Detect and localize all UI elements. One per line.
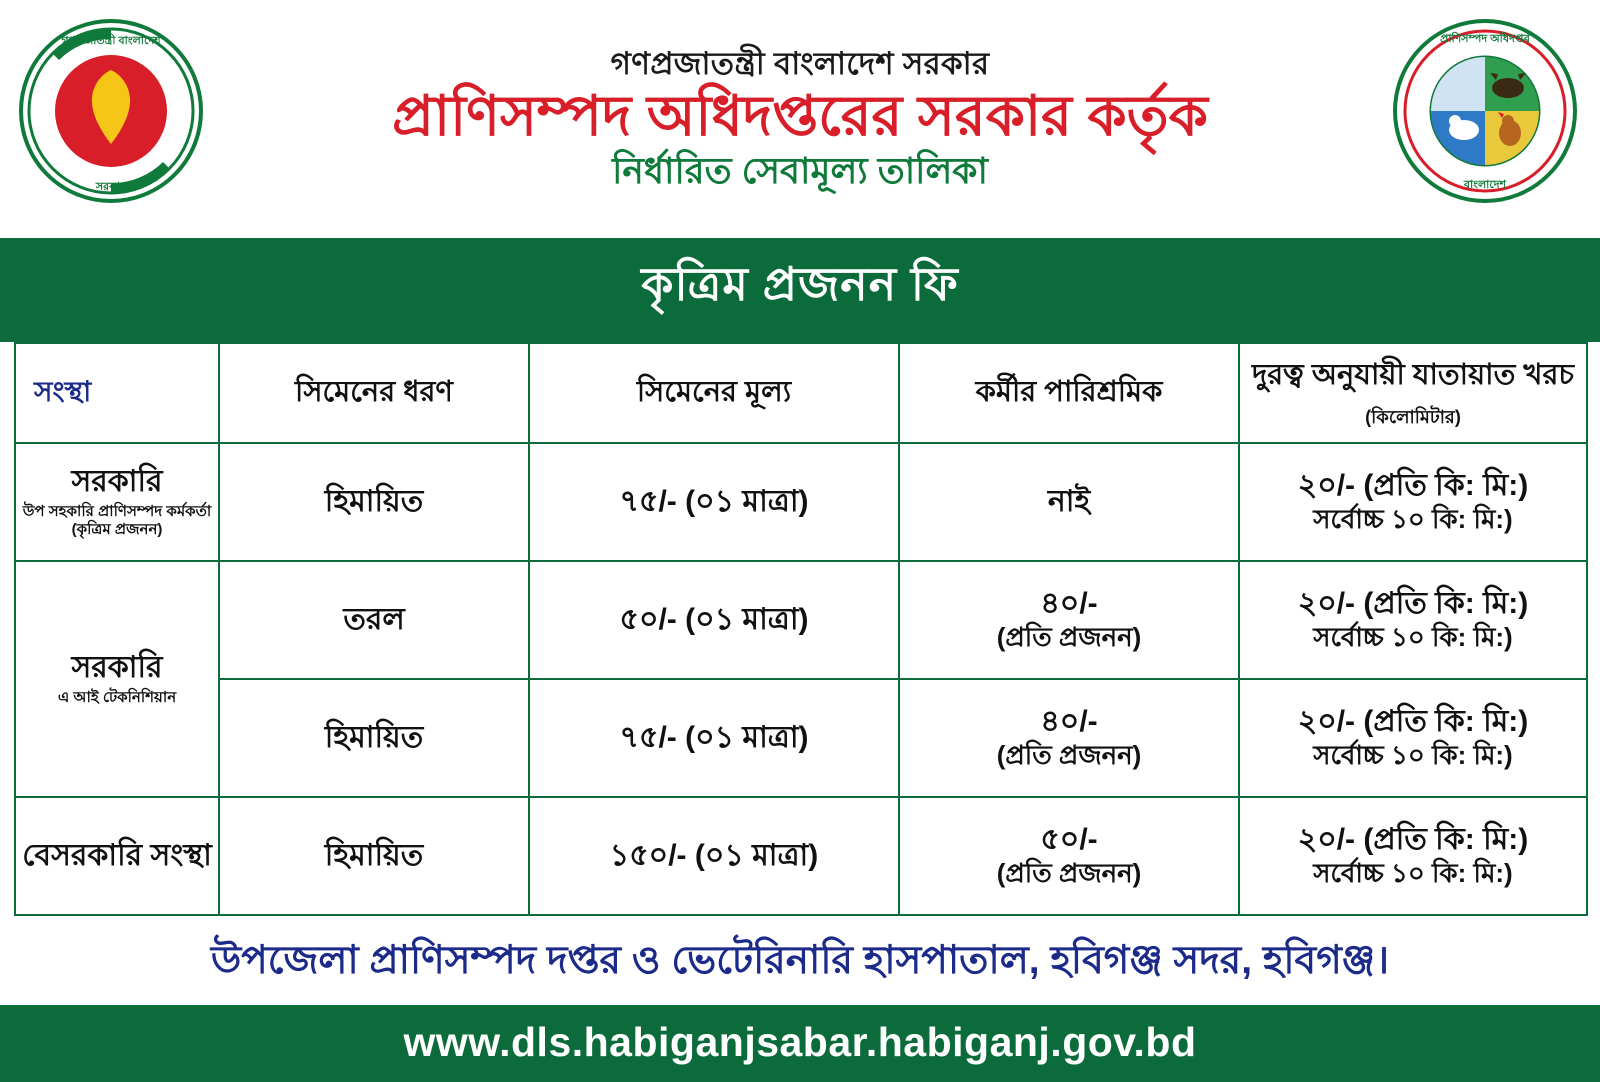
column-header-travel-cost-sub: (কিলোমিটার) — [1365, 407, 1461, 427]
row4-travel-line2: সর্বোচ্চ ১০ কি: মি:) — [1313, 858, 1513, 889]
bangladesh-government-emblem-icon — [18, 18, 204, 204]
row1-worker-fee-line1: নাই — [1047, 485, 1091, 518]
row2-worker-fee-line1: ৪০/- — [1040, 587, 1098, 621]
column-header-semen-type — [219, 343, 529, 443]
row1-worker-fee — [899, 443, 1239, 561]
row1-travel-line2: সর্বোচ্চ ১০ কি: মি:) — [1313, 504, 1513, 535]
poster-main-title: প্রাণিসম্পদ অধিদপ্তরের সরকার কর্তৃক — [392, 83, 1208, 147]
row3-worker-fee-line2: (প্রতি প্রজনন) — [996, 740, 1142, 771]
row4-travel-cost — [1239, 797, 1587, 915]
svg-text:প্রাণিসম্পদ অধিদপ্তর: প্রাণিসম্পদ অধিদপ্তর — [1440, 33, 1530, 45]
row3-travel-cost — [1239, 679, 1587, 797]
row2-travel-cost — [1239, 561, 1587, 679]
fee-table — [14, 342, 1588, 916]
column-header-worker-fee — [899, 343, 1239, 443]
svg-text:গণপ্রজাতন্ত্রী বাংলাদেশ: গণপ্রজাতন্ত্রী বাংলাদেশ — [61, 35, 161, 47]
row4-semen-type: হিমায়িত — [219, 797, 529, 915]
row3-travel-line1: ২০/- (প্রতি কি: মি:) — [1297, 705, 1529, 739]
table-row — [15, 679, 1587, 797]
poster-sub-title: নির্ধারিত সেবামূল্য তালিকা — [612, 149, 988, 191]
column-header-semen-type-label: সিমেনের ধরণ — [295, 375, 453, 408]
row3-travel-line2: সর্বোচ্চ ১০ কি: মি:) — [1313, 740, 1513, 771]
row1-travel-cost — [1239, 443, 1587, 561]
table-row — [15, 561, 1587, 679]
row2-semen-type: তরল — [219, 561, 529, 679]
row4-semen-price: ১৫০/- (০১ মাত্রা) — [529, 797, 899, 915]
government-line: গণপ্রজাতন্ত্রী বাংলাদেশ সরকার — [610, 46, 990, 82]
website-url-bar[interactable]: www.dls.habiganjsabar.habiganj.gov.bd — [0, 1005, 1600, 1082]
table-row — [15, 443, 1587, 561]
row1-semen-price: ৭৫/- (০১ মাত্রা) — [529, 443, 899, 561]
row-organization-private — [15, 797, 219, 915]
row-organization-government-uplo — [15, 443, 219, 561]
row1-org-sublabel: উপ সহকারি প্রাণিসম্পদ কর্মকর্তা (কৃত্রিম প্রজনন) — [22, 502, 212, 538]
row2-travel-line2: সর্বোচ্চ ১০ কি: মি:) — [1313, 622, 1513, 653]
row3-worker-fee — [899, 679, 1239, 797]
poster-header — [0, 0, 1600, 238]
row2-worker-fee — [899, 561, 1239, 679]
column-header-travel-cost-label: দুরত্ব অনুযায়ী যাতায়াত খরচ — [1251, 359, 1575, 391]
row3-worker-fee-line1: ৪০/- — [1040, 705, 1098, 739]
fee-table-container — [0, 342, 1600, 916]
row2-org-sublabel: এ আই টেকনিশিয়ান — [57, 688, 177, 706]
table-header-row — [15, 343, 1587, 443]
row4-org-label: বেসরকারি সংস্থা — [22, 838, 212, 872]
row2-travel-line1: ২০/- (প্রতি কি: মি:) — [1297, 587, 1529, 621]
row2-org-label: সরকারি — [71, 651, 163, 685]
svg-text:বাংলাদেশ: বাংলাদেশ — [1463, 179, 1507, 191]
row2-semen-price: ৫০/- (০১ মাত্রা) — [529, 561, 899, 679]
column-header-organization-label: সংস্থা — [34, 375, 92, 407]
table-row — [15, 797, 1587, 915]
column-header-semen-price-label: সিমেনের মূল্য — [636, 375, 792, 408]
header-text-block — [172, 48, 1428, 189]
office-address-line: উপজেলা প্রাণিসম্পদ দপ্তর ও ভেটেরিনারি হাসপাতাল, হবিগঞ্জ সদর, হবিগঞ্জ। — [210, 939, 1390, 982]
column-header-worker-fee-label: কর্মীর পারিশ্রমিক — [975, 375, 1163, 408]
row-organization-government-ai-technician — [15, 561, 219, 797]
row3-semen-price: ৭৫/- (০১ মাত্রা) — [529, 679, 899, 797]
row1-semen-type: হিমায়িত — [219, 443, 529, 561]
row4-worker-fee-line1: ৫০/- — [1040, 823, 1098, 857]
department-of-livestock-services-logo-icon — [1392, 18, 1578, 204]
svg-text:সরকার: সরকার — [95, 181, 127, 193]
row2-worker-fee-line2: (প্রতি প্রজনন) — [996, 622, 1142, 653]
row1-org-label: সরকারি — [71, 465, 163, 499]
row3-semen-type: হিমায়িত — [219, 679, 529, 797]
section-title-bar: কৃত্রিম প্রজনন ফি — [0, 238, 1600, 342]
row4-worker-fee-line2: (প্রতি প্রজনন) — [996, 858, 1142, 889]
column-header-organization — [15, 343, 219, 443]
row1-travel-line1: ২০/- (প্রতি কি: মি:) — [1297, 469, 1529, 503]
column-header-travel-cost — [1239, 343, 1587, 443]
column-header-semen-price — [529, 343, 899, 443]
row4-travel-line1: ২০/- (প্রতি কি: মি:) — [1297, 823, 1529, 857]
row4-worker-fee — [899, 797, 1239, 915]
